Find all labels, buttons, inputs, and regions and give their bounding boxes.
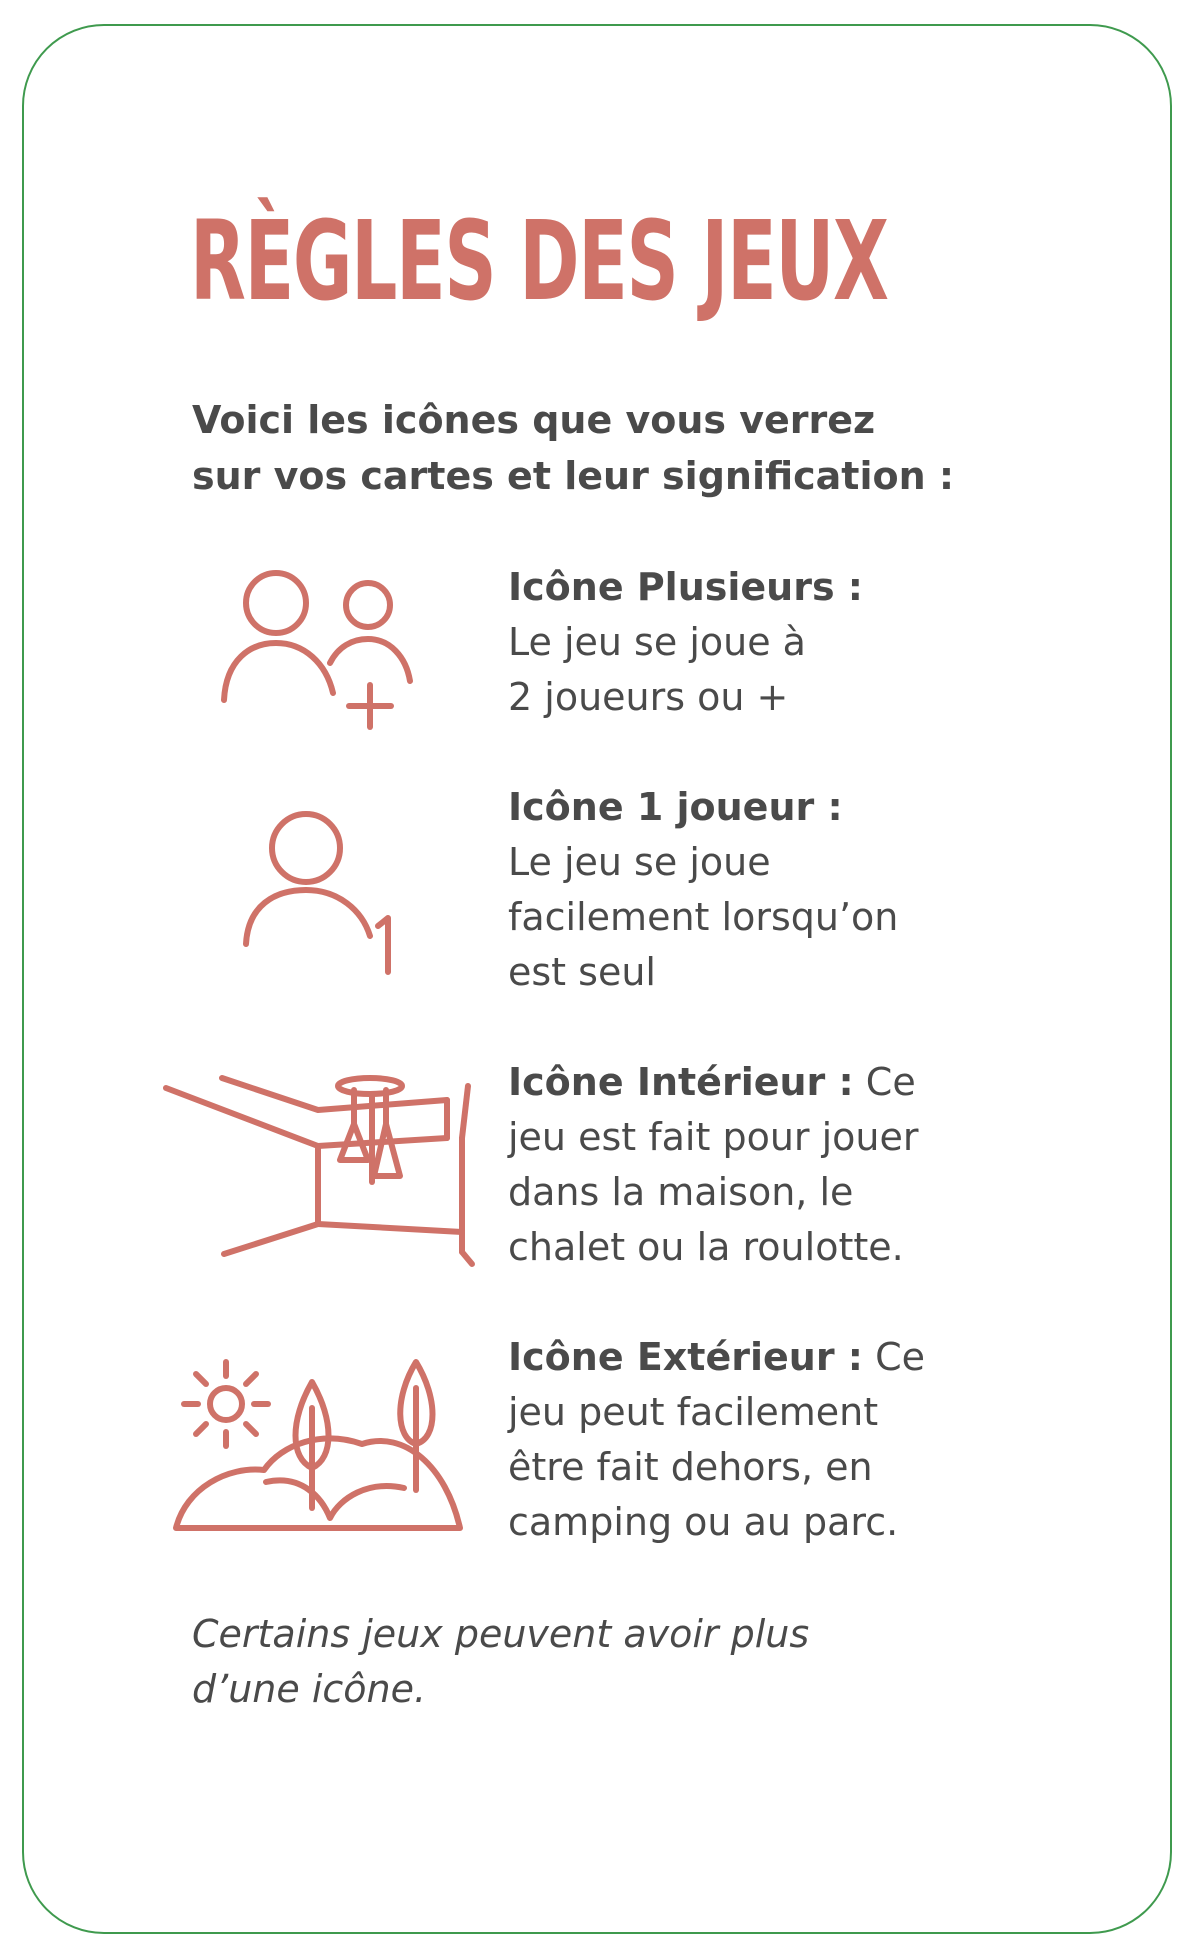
single-player-label: Icône 1 joueur : (508, 785, 843, 829)
description-line: camping ou au parc. (508, 1500, 899, 1544)
multiplayer-label: Icône Plusieurs : (508, 565, 864, 609)
single-player-icon (242, 806, 402, 976)
indoor-label: Icône Intérieur : (508, 1060, 854, 1104)
description-line: jeu est fait pour jouer (508, 1115, 919, 1159)
description-line: 2 joueurs ou + (508, 675, 789, 719)
indoor-icon (162, 1072, 482, 1272)
description-line: Le jeu se joue (508, 840, 771, 884)
description-line: Le jeu se joue à (508, 620, 806, 664)
outdoor-label: Icône Extérieur : (508, 1335, 863, 1379)
description-line: facilement lorsqu’on (508, 895, 899, 939)
description-line: est seul (508, 950, 656, 994)
description-line: chalet ou la roulotte. (508, 1225, 904, 1269)
page-title: RÈGLES DES JEUX (190, 197, 888, 325)
intro-line: sur vos cartes et leur signification : (192, 454, 955, 498)
single-player-description (508, 780, 1028, 1000)
indoor-description (508, 1055, 1028, 1275)
indoor-label-tail: Ce (853, 1060, 916, 1104)
intro-text (192, 392, 1072, 504)
footnote-line: d’une icône. (192, 1667, 427, 1711)
description-line: être fait dehors, en (508, 1445, 873, 1489)
multiplayer-description (508, 560, 1028, 725)
intro-line: Voici les icônes que vous verrez (192, 398, 876, 442)
outdoor-label-tail: Ce (863, 1335, 925, 1379)
outdoor-description (508, 1330, 1028, 1550)
description-line: dans la maison, le (508, 1170, 854, 1214)
footnote-line: Certains jeux peuvent avoir plus (192, 1612, 810, 1656)
outdoor-icon (172, 1348, 472, 1538)
multiplayer-icon (218, 565, 418, 735)
footnote (192, 1607, 1072, 1717)
description-line: jeu peut facilement (508, 1390, 879, 1434)
